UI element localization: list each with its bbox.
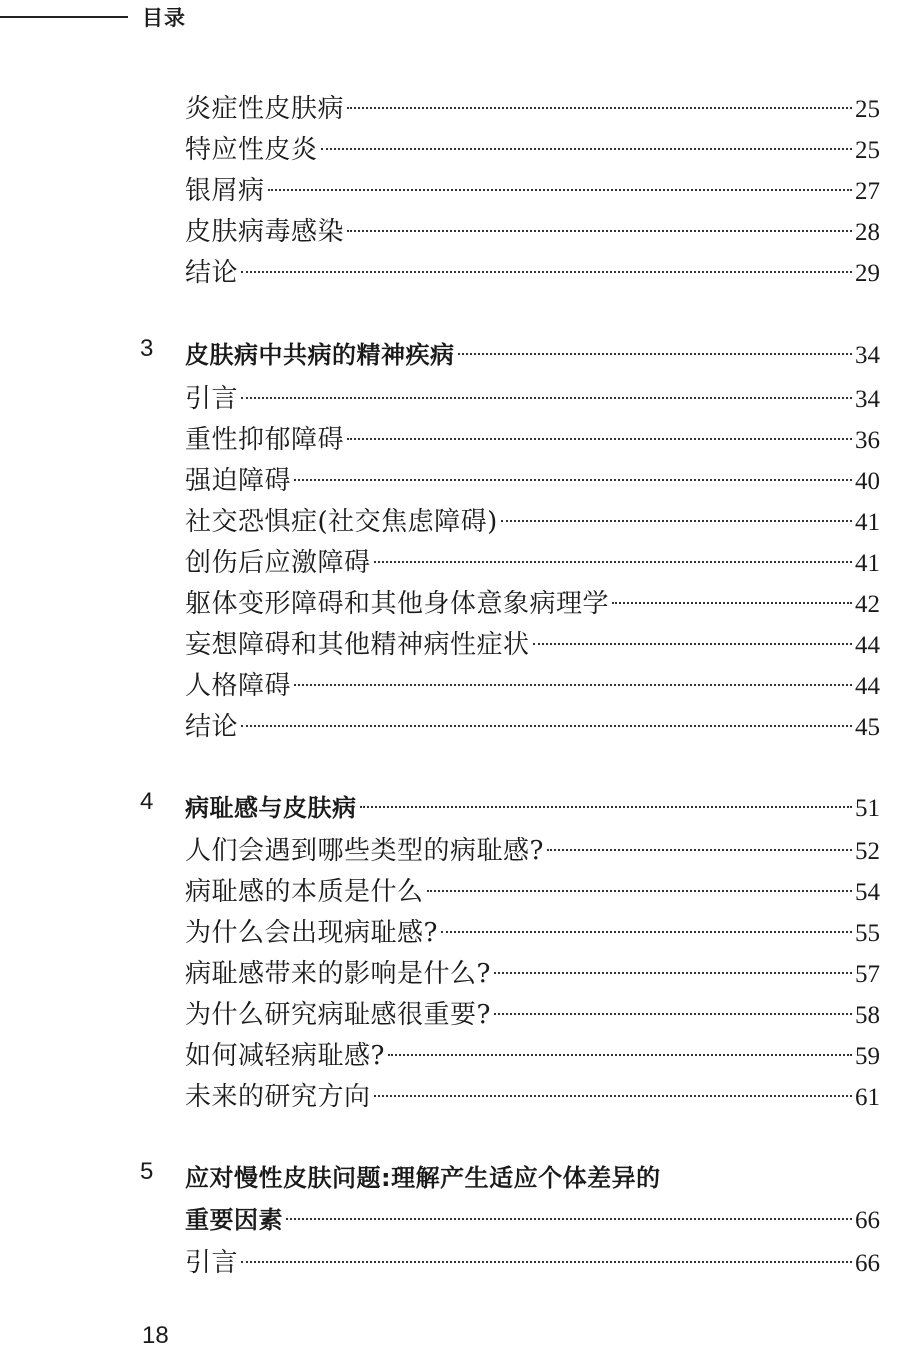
toc-entry-page: 40 bbox=[855, 468, 880, 495]
toc-entry-title: 为什么会出现病耻感? bbox=[185, 918, 438, 948]
toc-entry-title: 病耻感带来的影响是什么? bbox=[185, 959, 491, 989]
toc-entry-title: 人格障碍 bbox=[185, 671, 292, 701]
toc-entry-page: 44 bbox=[855, 632, 880, 659]
dot-leader bbox=[347, 230, 852, 232]
toc-entry-page: 41 bbox=[855, 550, 880, 577]
toc-entry[interactable] bbox=[185, 1035, 880, 1075]
toc-entry-page: 25 bbox=[855, 137, 880, 164]
toc-entry[interactable] bbox=[185, 994, 880, 1034]
toc-entry-page: 58 bbox=[855, 1002, 880, 1029]
dot-leader bbox=[241, 1261, 852, 1263]
toc-entry-title: 皮肤病毒感染 bbox=[185, 217, 345, 247]
toc-entry[interactable] bbox=[185, 460, 880, 500]
toc-entry-page: 59 bbox=[855, 1043, 880, 1070]
toc-entry-title: 银屑病 bbox=[185, 176, 265, 206]
toc-entry-page: 57 bbox=[855, 961, 880, 988]
chapter-number: 4 bbox=[140, 788, 154, 815]
toc-entry-title: 结论 bbox=[185, 258, 239, 288]
toc-entry-title: 社交恐惧症(社交焦虑障碍) bbox=[185, 507, 498, 537]
toc-entry-page: 28 bbox=[855, 219, 880, 246]
toc-entry[interactable] bbox=[185, 88, 880, 128]
dot-leader bbox=[494, 972, 852, 974]
toc-entry-title: 躯体变形障碍和其他身体意象病理学 bbox=[185, 589, 610, 619]
chapter-title-line-1: 应对慢性皮肤问题:理解产生适应个体差异的 bbox=[185, 1164, 661, 1192]
chapter-title: 病耻感与皮肤病 bbox=[185, 794, 357, 822]
toc-entry-page: 66 bbox=[855, 1250, 880, 1277]
toc-entry-title: 引言 bbox=[185, 1248, 239, 1278]
toc-entry[interactable] bbox=[185, 419, 880, 459]
dot-leader bbox=[388, 1054, 852, 1056]
dot-leader bbox=[374, 561, 852, 563]
toc-entry[interactable] bbox=[185, 1076, 880, 1116]
toc-entry-title: 如何减轻病耻感? bbox=[185, 1041, 385, 1071]
dot-leader bbox=[294, 684, 852, 686]
chapter-number: 3 bbox=[140, 335, 154, 362]
toc-entry-title: 结论 bbox=[185, 712, 239, 742]
chapter-page: 34 bbox=[855, 342, 880, 369]
toc-entry-title: 重性抑郁障碍 bbox=[185, 425, 345, 455]
toc-entry[interactable] bbox=[185, 871, 880, 911]
page-number: 18 bbox=[142, 1322, 169, 1349]
header-rule bbox=[0, 16, 128, 18]
toc-entry-title: 为什么研究病耻感很重要? bbox=[185, 1000, 491, 1030]
toc-entry-page: 61 bbox=[855, 1084, 880, 1111]
toc-entry-page: 27 bbox=[855, 178, 880, 205]
toc-entry-page: 36 bbox=[855, 427, 880, 454]
toc-entry-page: 45 bbox=[855, 714, 880, 741]
dot-leader bbox=[427, 890, 852, 892]
dot-leader bbox=[241, 271, 852, 273]
toc-entry[interactable] bbox=[185, 129, 880, 169]
toc-entry-title: 妄想障碍和其他精神病性症状 bbox=[185, 630, 530, 660]
toc-entry-title: 引言 bbox=[185, 384, 239, 414]
toc-entry[interactable] bbox=[185, 583, 880, 623]
chapter-number: 5 bbox=[140, 1158, 154, 1185]
toc-entry[interactable] bbox=[185, 624, 880, 664]
toc-entry-title: 炎症性皮肤病 bbox=[185, 94, 345, 124]
dot-leader bbox=[286, 1218, 852, 1220]
toc-entry-page: 54 bbox=[855, 879, 880, 906]
dot-leader bbox=[241, 397, 852, 399]
chapter-page: 66 bbox=[855, 1207, 880, 1234]
dot-leader bbox=[347, 107, 852, 109]
toc-entry-title: 未来的研究方向 bbox=[185, 1082, 371, 1112]
dot-leader bbox=[501, 520, 852, 522]
toc-entry[interactable] bbox=[185, 706, 880, 746]
toc-entry[interactable] bbox=[185, 378, 880, 418]
chapter-title: 皮肤病中共病的精神疾病 bbox=[185, 341, 455, 369]
toc-entry[interactable] bbox=[185, 252, 880, 292]
dot-leader bbox=[458, 353, 853, 355]
dot-leader bbox=[547, 849, 852, 851]
toc-entry-page: 52 bbox=[855, 838, 880, 865]
toc-entry-page: 55 bbox=[855, 920, 880, 947]
toc-entry-title: 创伤后应激障碍 bbox=[185, 548, 371, 578]
toc-entry-title: 病耻感的本质是什么 bbox=[185, 877, 424, 907]
toc-entry[interactable] bbox=[185, 1242, 880, 1282]
toc-entry[interactable] bbox=[185, 665, 880, 705]
chapter-page: 51 bbox=[855, 795, 880, 822]
toc-entry-title: 人们会遇到哪些类型的病耻感? bbox=[185, 836, 544, 866]
dot-leader bbox=[241, 725, 852, 727]
toc-entry-title: 特应性皮炎 bbox=[185, 135, 318, 165]
toc-entry[interactable] bbox=[185, 830, 880, 870]
chapter-title-line-2: 重要因素 bbox=[185, 1206, 283, 1234]
toc-entry[interactable] bbox=[185, 912, 880, 952]
toc-entry-page: 34 bbox=[855, 386, 880, 413]
dot-leader bbox=[347, 438, 852, 440]
dot-leader bbox=[494, 1013, 852, 1015]
toc-entry[interactable] bbox=[185, 501, 880, 541]
toc-entry[interactable] bbox=[185, 542, 880, 582]
dot-leader bbox=[360, 806, 853, 808]
toc-entry-page: 25 bbox=[855, 96, 880, 123]
toc-entry[interactable] bbox=[185, 211, 880, 251]
dot-leader bbox=[612, 602, 852, 604]
toc-entry[interactable] bbox=[185, 170, 880, 210]
dot-leader bbox=[321, 148, 852, 150]
running-header-title: 目录 bbox=[142, 6, 186, 30]
toc-entry-page: 42 bbox=[855, 591, 880, 618]
toc-entry[interactable] bbox=[185, 953, 880, 993]
dot-leader bbox=[441, 931, 852, 933]
dot-leader bbox=[533, 643, 852, 645]
dot-leader bbox=[294, 479, 852, 481]
toc-entry-page: 29 bbox=[855, 260, 880, 287]
dot-leader bbox=[268, 189, 852, 191]
toc-entry-title: 强迫障碍 bbox=[185, 466, 292, 496]
toc-entry-page: 44 bbox=[855, 673, 880, 700]
toc-entry-page: 41 bbox=[855, 509, 880, 536]
dot-leader bbox=[374, 1095, 852, 1097]
